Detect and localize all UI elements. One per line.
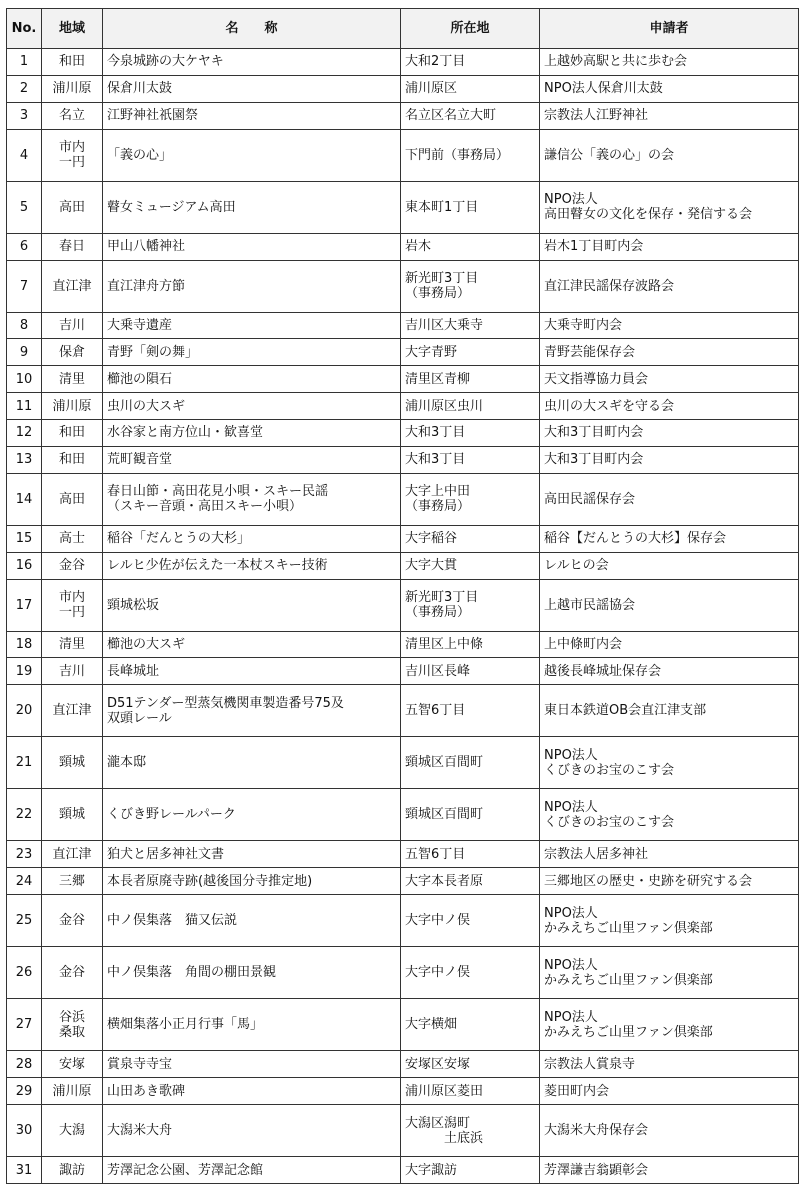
row-name: 保倉川太鼓	[103, 75, 401, 102]
row-name: 大乗寺遺産	[103, 312, 401, 339]
row-applicant: NPO法人 高田瞽女の文化を保存・発信する会	[540, 181, 799, 233]
row-area: 名立	[42, 102, 103, 129]
row-name: 「義の心」	[103, 129, 401, 181]
row-number: 28	[7, 1051, 42, 1078]
row-applicant: 天文指導協力員会	[540, 366, 799, 393]
row-number: 24	[7, 868, 42, 895]
row-name: D51テンダー型蒸気機関車製造番号75及 双頭レール	[103, 685, 401, 737]
row-number: 19	[7, 658, 42, 685]
table-row	[7, 473, 799, 525]
row-location: 大潟区潟町 土底浜	[401, 1104, 540, 1156]
row-location: 清里区上中條	[401, 631, 540, 658]
row-number: 17	[7, 579, 42, 631]
row-name: 甲山八幡神社	[103, 233, 401, 260]
row-name: 瞽女ミュージアム高田	[103, 181, 401, 233]
row-area: 吉川	[42, 658, 103, 685]
row-location: 大字横畑	[401, 999, 540, 1051]
row-location: 大字大貫	[401, 552, 540, 579]
row-area: 頸城	[42, 737, 103, 789]
header-name: 名 称	[103, 9, 401, 49]
row-number: 14	[7, 473, 42, 525]
row-area: 吉川	[42, 312, 103, 339]
row-name: 櫛池の大スギ	[103, 631, 401, 658]
table-row	[7, 49, 799, 76]
row-area: 浦川原	[42, 393, 103, 420]
row-location: 浦川原区菱田	[401, 1078, 540, 1105]
row-applicant: 虫川の大スギを守る会	[540, 393, 799, 420]
row-applicant: 岩木1丁目町内会	[540, 233, 799, 260]
table-row	[7, 895, 799, 947]
row-name: 稲谷「だんとうの大杉」	[103, 525, 401, 552]
row-location: 大字上中田 （事務局）	[401, 473, 540, 525]
row-location: 頸城区百間町	[401, 737, 540, 789]
row-location: 頸城区百間町	[401, 789, 540, 841]
row-location: 五智6丁目	[401, 841, 540, 868]
table-row	[7, 552, 799, 579]
row-applicant: 宗教法人賞泉寺	[540, 1051, 799, 1078]
row-name: 直江津舟方節	[103, 260, 401, 312]
row-number: 27	[7, 999, 42, 1051]
row-area: 高田	[42, 473, 103, 525]
row-location: 大字青野	[401, 339, 540, 366]
row-area: 和田	[42, 446, 103, 473]
row-location: 大和3丁目	[401, 420, 540, 447]
row-name: 虫川の大スギ	[103, 393, 401, 420]
row-area: 金谷	[42, 947, 103, 999]
row-number: 15	[7, 525, 42, 552]
row-applicant: 大和3丁目町内会	[540, 420, 799, 447]
row-location: 名立区名立大町	[401, 102, 540, 129]
row-location: 新光町3丁目 （事務局）	[401, 579, 540, 631]
row-name: 芳澤記念公園、芳澤記念館	[103, 1157, 401, 1184]
row-area: 谷浜 桑取	[42, 999, 103, 1051]
row-applicant: NPO法人 くびきのお宝のこす会	[540, 737, 799, 789]
row-area: 春日	[42, 233, 103, 260]
row-location: 五智6丁目	[401, 685, 540, 737]
row-name: 中ノ俣集落 猫又伝説	[103, 895, 401, 947]
row-applicant: NPO法人 かみえちご山里ファン倶楽部	[540, 947, 799, 999]
row-applicant: 宗教法人江野神社	[540, 102, 799, 129]
table-row	[7, 685, 799, 737]
row-number: 9	[7, 339, 42, 366]
row-location: 新光町3丁目 （事務局）	[401, 260, 540, 312]
row-applicant: 謙信公「義の心」の会	[540, 129, 799, 181]
table-row	[7, 789, 799, 841]
registry-table	[6, 8, 799, 1184]
row-applicant: 稲谷【だんとうの大杉】保存会	[540, 525, 799, 552]
row-area: 大潟	[42, 1104, 103, 1156]
row-area: 直江津	[42, 260, 103, 312]
row-number: 4	[7, 129, 42, 181]
row-location: 大字本長者原	[401, 868, 540, 895]
row-number: 21	[7, 737, 42, 789]
row-applicant: 東日本鉄道OB会直江津支部	[540, 685, 799, 737]
row-name: 本長者原廃寺跡(越後国分寺推定地)	[103, 868, 401, 895]
row-applicant: 上越市民謡協会	[540, 579, 799, 631]
row-number: 16	[7, 552, 42, 579]
row-name: 大潟米大舟	[103, 1104, 401, 1156]
row-number: 22	[7, 789, 42, 841]
row-name: レルヒ少佐が伝えた一本杖スキー技術	[103, 552, 401, 579]
row-name: 山田あき歌碑	[103, 1078, 401, 1105]
row-location: 大字中ノ俣	[401, 895, 540, 947]
row-name: 頸城松坂	[103, 579, 401, 631]
row-area: 清里	[42, 631, 103, 658]
row-number: 8	[7, 312, 42, 339]
row-area: 高田	[42, 181, 103, 233]
row-area: 高士	[42, 525, 103, 552]
table-row	[7, 737, 799, 789]
table-row	[7, 579, 799, 631]
header-area: 地域	[42, 9, 103, 49]
row-area: 浦川原	[42, 75, 103, 102]
row-name: 狛犬と居多神社文書	[103, 841, 401, 868]
row-area: 直江津	[42, 841, 103, 868]
row-applicant: 大潟米大舟保存会	[540, 1104, 799, 1156]
row-name: 春日山節・高田花見小唄・スキー民謡 （スキー音頭・高田スキー小唄）	[103, 473, 401, 525]
table-row	[7, 658, 799, 685]
row-name: 中ノ俣集落 角間の棚田景観	[103, 947, 401, 999]
row-number: 1	[7, 49, 42, 76]
row-area: 保倉	[42, 339, 103, 366]
table-row	[7, 181, 799, 233]
table-row	[7, 339, 799, 366]
row-applicant: 三郷地区の歴史・史跡を研究する会	[540, 868, 799, 895]
row-area: 市内 一円	[42, 579, 103, 631]
row-area: 金谷	[42, 552, 103, 579]
row-name: 今泉城跡の大ケヤキ	[103, 49, 401, 76]
header-location: 所在地	[401, 9, 540, 49]
row-area: 安塚	[42, 1051, 103, 1078]
row-number: 3	[7, 102, 42, 129]
row-applicant: 大和3丁目町内会	[540, 446, 799, 473]
table-row	[7, 631, 799, 658]
row-name: 水谷家と南方位山・歓喜堂	[103, 420, 401, 447]
table-row	[7, 525, 799, 552]
row-name: 江野神社祇園祭	[103, 102, 401, 129]
table-row	[7, 841, 799, 868]
row-location: 吉川区大乗寺	[401, 312, 540, 339]
table-row	[7, 312, 799, 339]
row-name: くびき野レールパーク	[103, 789, 401, 841]
row-number: 12	[7, 420, 42, 447]
table-row	[7, 446, 799, 473]
table-row	[7, 999, 799, 1051]
row-location: 清里区青柳	[401, 366, 540, 393]
table-row	[7, 102, 799, 129]
row-applicant: 上中條町内会	[540, 631, 799, 658]
row-location: 安塚区安塚	[401, 1051, 540, 1078]
row-name: 瀧本邸	[103, 737, 401, 789]
row-location: 吉川区長峰	[401, 658, 540, 685]
row-area: 三郷	[42, 868, 103, 895]
row-area: 和田	[42, 420, 103, 447]
row-location: 下門前（事務局）	[401, 129, 540, 181]
row-name: 横畑集落小正月行事「馬」	[103, 999, 401, 1051]
row-applicant: NPO法人 かみえちご山里ファン倶楽部	[540, 999, 799, 1051]
row-applicant: NPO法人 くびきのお宝のこす会	[540, 789, 799, 841]
row-name: 長峰城址	[103, 658, 401, 685]
table-row	[7, 233, 799, 260]
row-number: 13	[7, 446, 42, 473]
row-applicant: NPO法人 かみえちご山里ファン倶楽部	[540, 895, 799, 947]
row-number: 11	[7, 393, 42, 420]
row-area: 市内 一円	[42, 129, 103, 181]
row-applicant: NPO法人保倉川太鼓	[540, 75, 799, 102]
table-row	[7, 947, 799, 999]
row-area: 頸城	[42, 789, 103, 841]
row-applicant: レルヒの会	[540, 552, 799, 579]
row-applicant: 越後長峰城址保存会	[540, 658, 799, 685]
table-row	[7, 260, 799, 312]
row-name: 賞泉寺寺宝	[103, 1051, 401, 1078]
row-number: 10	[7, 366, 42, 393]
row-applicant: 上越妙高駅と共に歩む会	[540, 49, 799, 76]
row-applicant: 高田民謡保存会	[540, 473, 799, 525]
row-applicant: 青野芸能保存会	[540, 339, 799, 366]
row-number: 31	[7, 1157, 42, 1184]
row-number: 30	[7, 1104, 42, 1156]
table-row	[7, 868, 799, 895]
row-location: 大字稲谷	[401, 525, 540, 552]
table-row	[7, 1157, 799, 1184]
row-number: 23	[7, 841, 42, 868]
row-applicant: 菱田町内会	[540, 1078, 799, 1105]
row-number: 20	[7, 685, 42, 737]
row-area: 浦川原	[42, 1078, 103, 1105]
row-number: 7	[7, 260, 42, 312]
row-name: 青野「剣の舞」	[103, 339, 401, 366]
table-row	[7, 1051, 799, 1078]
row-area: 直江津	[42, 685, 103, 737]
table-row	[7, 129, 799, 181]
row-number: 6	[7, 233, 42, 260]
row-location: 大和3丁目	[401, 446, 540, 473]
row-area: 金谷	[42, 895, 103, 947]
row-location: 大字中ノ俣	[401, 947, 540, 999]
header-row	[7, 9, 799, 49]
header-applicant: 申請者	[540, 9, 799, 49]
row-location: 浦川原区虫川	[401, 393, 540, 420]
table-row	[7, 393, 799, 420]
row-number: 25	[7, 895, 42, 947]
row-number: 18	[7, 631, 42, 658]
row-number: 2	[7, 75, 42, 102]
row-number: 29	[7, 1078, 42, 1105]
row-location: 東本町1丁目	[401, 181, 540, 233]
row-location: 大和2丁目	[401, 49, 540, 76]
header-no: No.	[7, 9, 42, 49]
row-area: 清里	[42, 366, 103, 393]
row-applicant: 大乗寺町内会	[540, 312, 799, 339]
row-location: 岩木	[401, 233, 540, 260]
row-location: 大字諏訪	[401, 1157, 540, 1184]
table-row	[7, 366, 799, 393]
row-number: 5	[7, 181, 42, 233]
table-row	[7, 1078, 799, 1105]
table-row	[7, 1104, 799, 1156]
row-location: 浦川原区	[401, 75, 540, 102]
row-name: 荒町観音堂	[103, 446, 401, 473]
row-name: 櫛池の隕石	[103, 366, 401, 393]
row-area: 和田	[42, 49, 103, 76]
table-row	[7, 420, 799, 447]
row-applicant: 宗教法人居多神社	[540, 841, 799, 868]
row-applicant: 直江津民謡保存波路会	[540, 260, 799, 312]
row-number: 26	[7, 947, 42, 999]
table-row	[7, 75, 799, 102]
row-area: 諏訪	[42, 1157, 103, 1184]
row-applicant: 芳澤謙吉翁顕彰会	[540, 1157, 799, 1184]
